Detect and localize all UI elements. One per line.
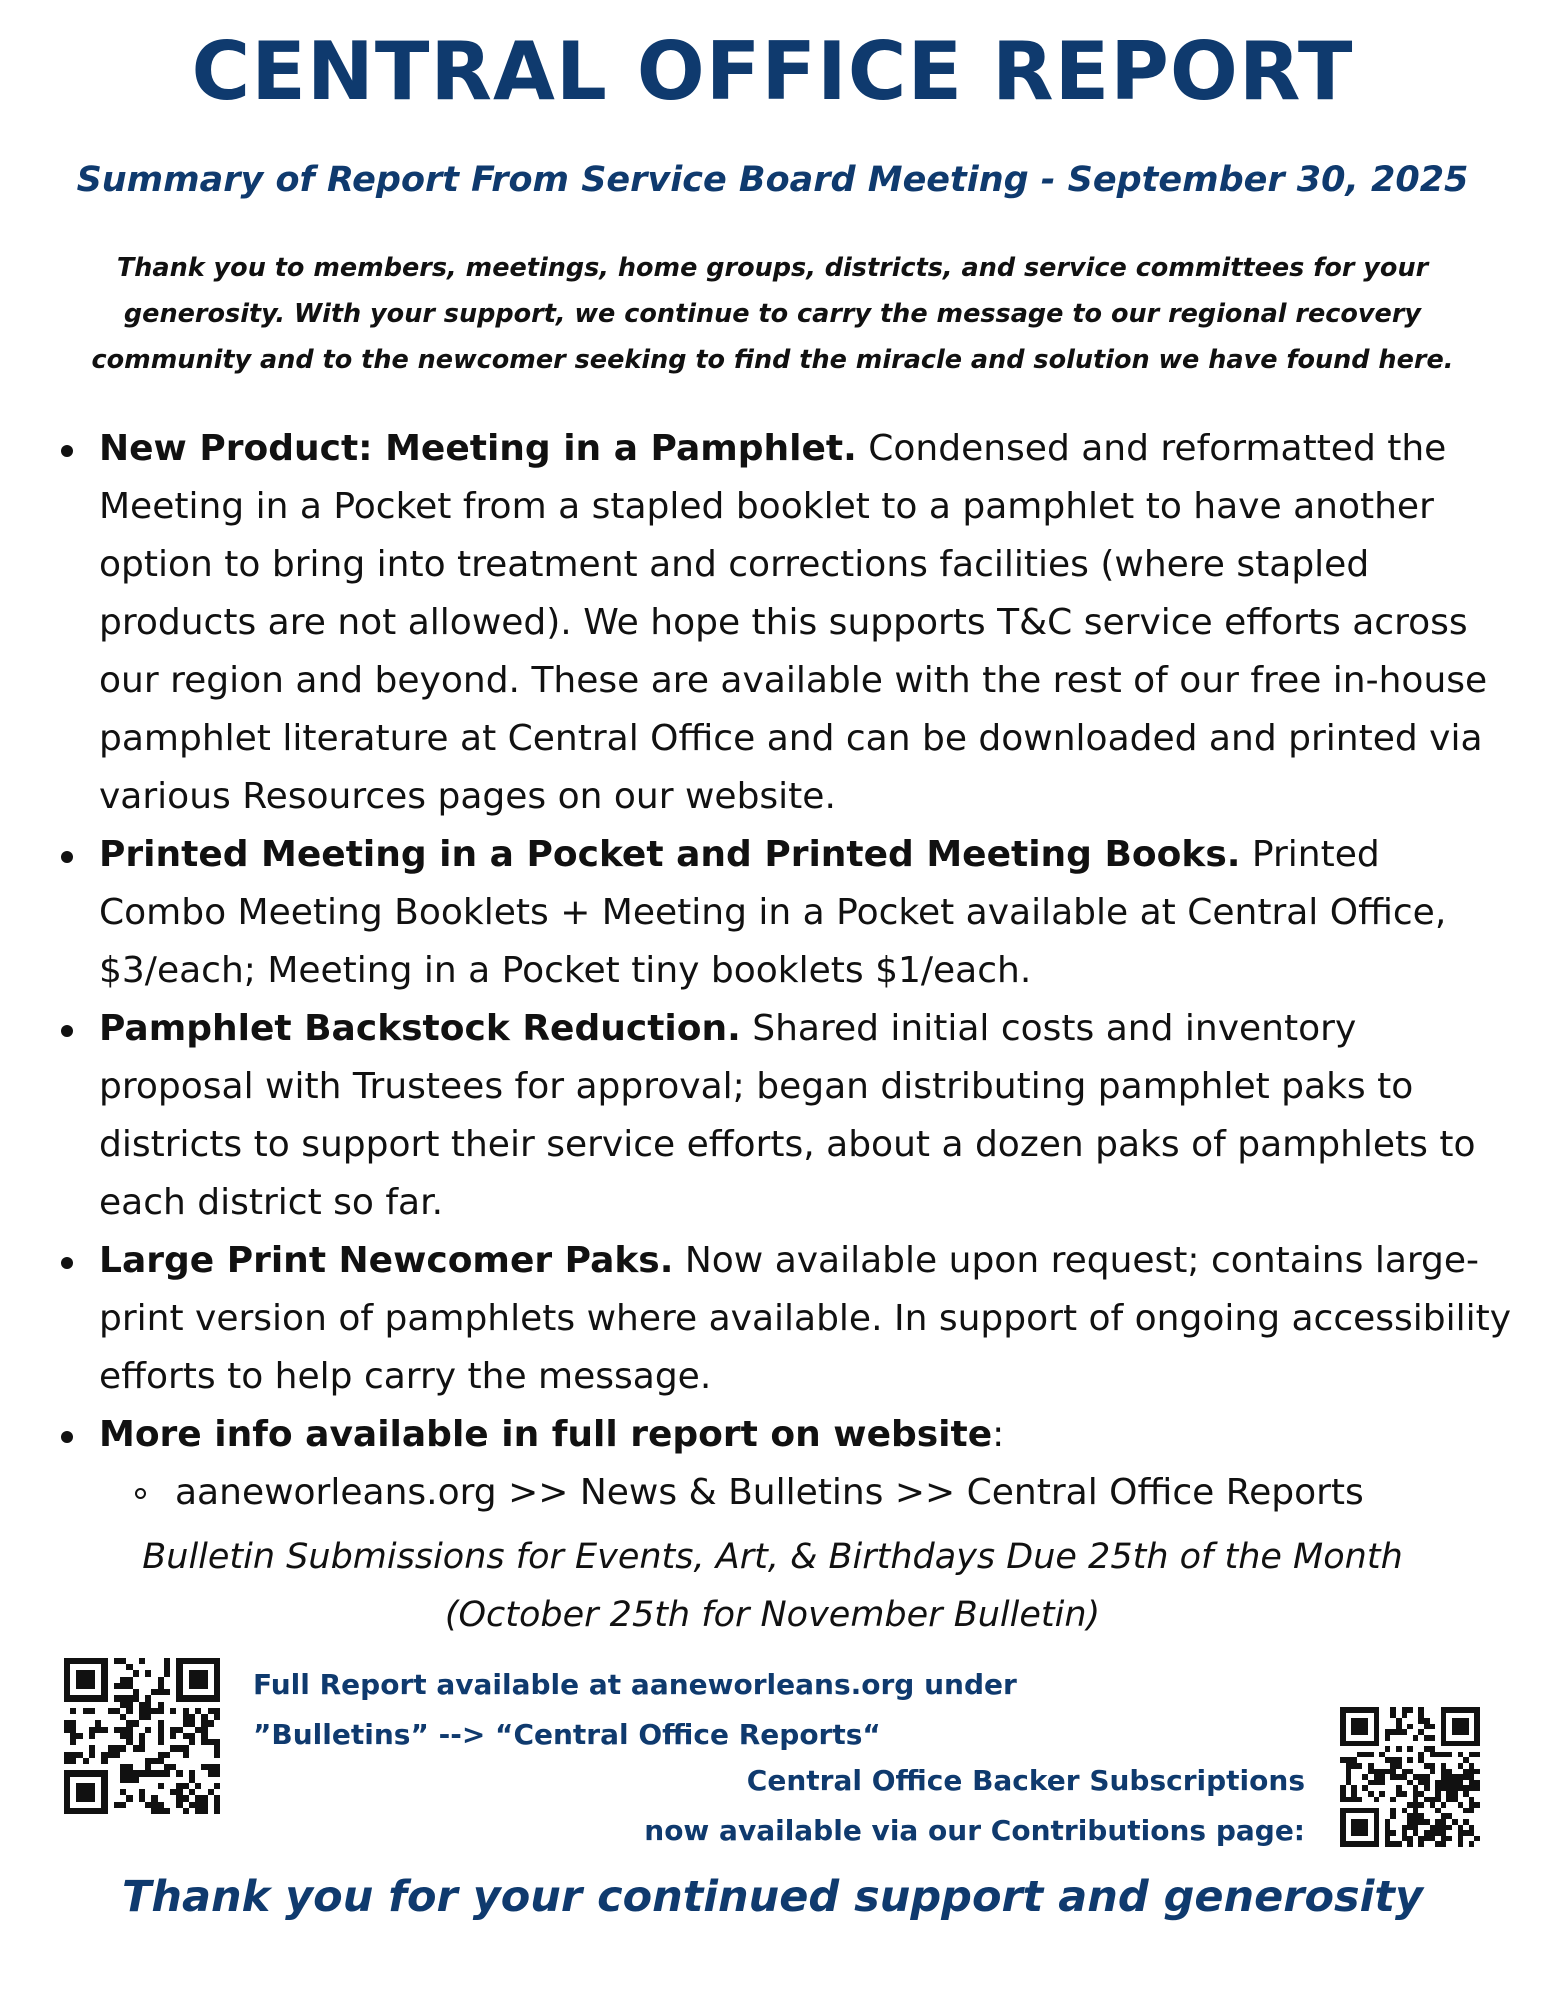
sub-list-item (99, 1464, 1515, 1522)
list-item (55, 1232, 1515, 1406)
page-title: CENTRAL OFFICE REPORT (191, 25, 1354, 118)
qr-code-icon[interactable] (1340, 1707, 1480, 1847)
qr-code-icon[interactable] (64, 1658, 220, 1814)
bullet-icon (61, 1025, 73, 1037)
bullet-icon (61, 1431, 73, 1443)
hollow-bullet-icon (135, 1488, 146, 1499)
bulletin-due-note (0, 1528, 1545, 1644)
sub-list (99, 1464, 1515, 1522)
backer-line: Central Office Backer Subscriptions (746, 1764, 1305, 1797)
website-path: aaneworleans.org >> News & Bulletins >> Central Office Reports (175, 1472, 1364, 1513)
report-items-list (55, 420, 1515, 1522)
item-heading: Pamphlet Backstock Reduction. (99, 1008, 741, 1049)
bullet-icon (61, 445, 73, 457)
item-heading: New Product: Meeting in a Pamphlet. (99, 428, 857, 469)
item-heading: More info available in full report on website (99, 1414, 993, 1455)
item-text: Printed Combo Meeting Booklets + Meeting in a Pocket available at Central Office, $3/each; Meeting in a Pocket tiny booklets $1/each. (99, 834, 1447, 991)
backer-line: now available via our Contributions page: (644, 1814, 1305, 1847)
intro-paragraph: Thank you to members, meetings, home groups, districts, and service committees for your generosity. With your support, we continue to carry the message to our regional recovery community and to the newcomer seeking to find the miracle and solution we have found here. (91, 253, 1454, 375)
item-heading: Large Print Newcomer Paks. (99, 1240, 674, 1281)
item-text: Now available upon request; contains large-print version of pamphlets where available. In support of ongoing accessibility efforts to help carry the message. (99, 1240, 1512, 1397)
bullet-icon (61, 1257, 73, 1269)
item-text: Condensed and reformatted the Meeting in a Pocket from a stapled booklet to a pamphlet to have another option to bring into treatment and corrections facilities (where stapled products are not allowed). We hope this supports T&C service efforts across our region and beyond. These are available with the rest of our free in-house pamphlet literature at Central Office and can be downloaded and printed via various Resources pages on our website. (99, 428, 1488, 817)
item-heading: Printed Meeting in a Pocket and Printed Meeting Books. (99, 834, 1241, 875)
list-item (55, 1406, 1515, 1522)
full-report-note (253, 1660, 1153, 1760)
item-text: : (992, 1414, 1005, 1455)
backer-subscriptions-note (560, 1756, 1305, 1856)
list-item (55, 826, 1515, 1000)
bullet-icon (61, 851, 73, 863)
page-subtitle: Summary of Report From Service Board Meeting - September 30, 2025 (76, 160, 1469, 200)
list-item (55, 1000, 1515, 1232)
due-note-line: (October 25th for November Bulletin) (444, 1595, 1101, 1635)
closing-message: Thank you for your continued support and generosity (122, 1872, 1423, 1922)
item-text: Shared initial costs and inventory proposal with Trustees for approval; began distributing pamphlet paks to districts to support their service efforts, about a dozen paks of pamphlets to each district so far. (99, 1008, 1476, 1223)
full-report-line: Full Report available at aaneworleans.org under (253, 1668, 1017, 1701)
full-report-line: ”Bulletins” --> “Central Office Reports“ (253, 1718, 881, 1751)
due-note-line: Bulletin Submissions for Events, Art, & Birthdays Due 25th of the Month (142, 1537, 1403, 1577)
list-item (55, 420, 1515, 826)
